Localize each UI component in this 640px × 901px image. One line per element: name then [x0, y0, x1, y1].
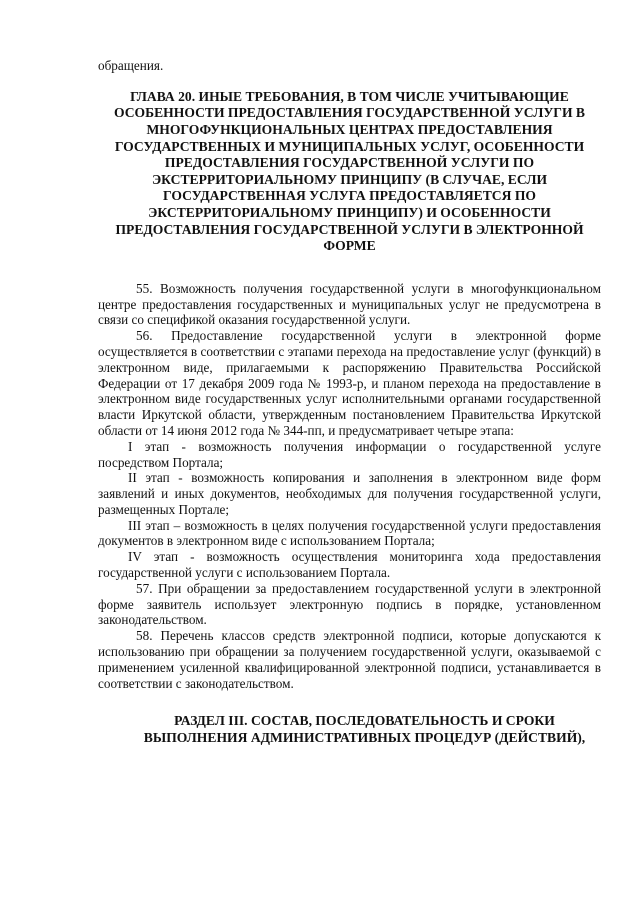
- document-page: [98, 58, 601, 747]
- paragraph-57: 57. При обращении за предоставлением государственной услуги в электронной форме заявитель использует электронную подпись в порядке, установленном законодательством.: [98, 580, 601, 628]
- stage-1-paragraph: I этап - возможность получения информации о государственной услуге посредством Портала;: [98, 438, 601, 470]
- section-heading: РАЗДЕЛ III. СОСТАВ, ПОСЛЕДОВАТЕЛЬНОСТЬ И СРОКИ ВЫПОЛНЕНИЯ АДМИНИСТРАТИВНЫХ ПРОЦЕДУР (ДЕЙСТВИЙ),: [143, 713, 586, 746]
- paragraph-56: 56. Предоставление государственной услуги в электронной форме осуществляется в соответствии с этапами перехода на предоставление услуг (функций) в электронном виде, прилагаемыми к распоряжению Правительства Российской Федерации от 17 декабря 2009 года № 1993-р, и планом перехода на предоставление в электронном виде государственных услуг исполнительными органами государственной власти Иркутской области, утвержденным постановлением Правительства Иркутской области от 14 июня 2012 года № 344-пп, и предусматривает четыре этапа:: [98, 328, 601, 438]
- paragraph-55: 55. Возможность получения государственной услуги в многофункциональном центре предоставления государственных и муниципальных услуг не предусмотрена в связи со спецификой оказания государственной услуги.: [98, 280, 601, 328]
- stage-4-paragraph: IV этап - возможность осуществления мониторинга хода предоставления государственной услуги с использованием Портала.: [98, 549, 601, 581]
- lead-text: обращения.: [98, 58, 164, 73]
- paragraph-58: 58. Перечень классов средств электронной подписи, которые допускаются к использованию при обращении за получением государственной услуги, оказываемой с применением усиленной квалифицированной электронной подписи, устанавливается в соответствии с законодательством.: [98, 628, 601, 691]
- stage-3-paragraph: III этап – возможность в целях получения государственной услуги предоставления документов в электронном виде с использованием Портала;: [98, 517, 601, 549]
- chapter-heading: ГЛАВА 20. ИНЫЕ ТРЕБОВАНИЯ, В ТОМ ЧИСЛЕ УЧИТЫВАЮЩИЕ ОСОБЕННОСТИ ПРЕДОСТАВЛЕНИЯ ГОСУДАРСТВЕННОЙ УСЛУГИ В МНОГОФУНКЦИОНАЛЬНЫХ ЦЕНТРАХ ПРЕДОСТАВЛЕНИЯ ГОСУДАРСТВЕННЫХ И МУНИЦИПАЛЬНЫХ УСЛУГ, ОСОБЕННОСТИ ПРЕДОСТАВЛЕНИЯ ГОСУДАРСТВЕННОЙ УСЛУГИ ПО ЭКСТЕРРИТОРИАЛЬНОМУ ПРИНЦИПУ (В СЛУЧАЕ, ЕСЛИ ГОСУДАРСТВЕННАЯ УСЛУГА ПРЕДОСТАВЛЯЕТСЯ ПО ЭКСТЕРРИТОРИАЛЬНОМУ ПРИНЦИПУ) И ОСОБЕННОСТИ ПРЕДОСТАВЛЕНИЯ ГОСУДАРСТВЕННОЙ УСЛУГИ В ЭЛЕКТРОННОЙ ФОРМЕ: [114, 88, 585, 254]
- stage-2-paragraph: II этап - возможность копирования и заполнения в электронном виде форм заявлений и иных документов, необходимых для получения государственной услуги, размещенных Портале;: [98, 470, 601, 517]
